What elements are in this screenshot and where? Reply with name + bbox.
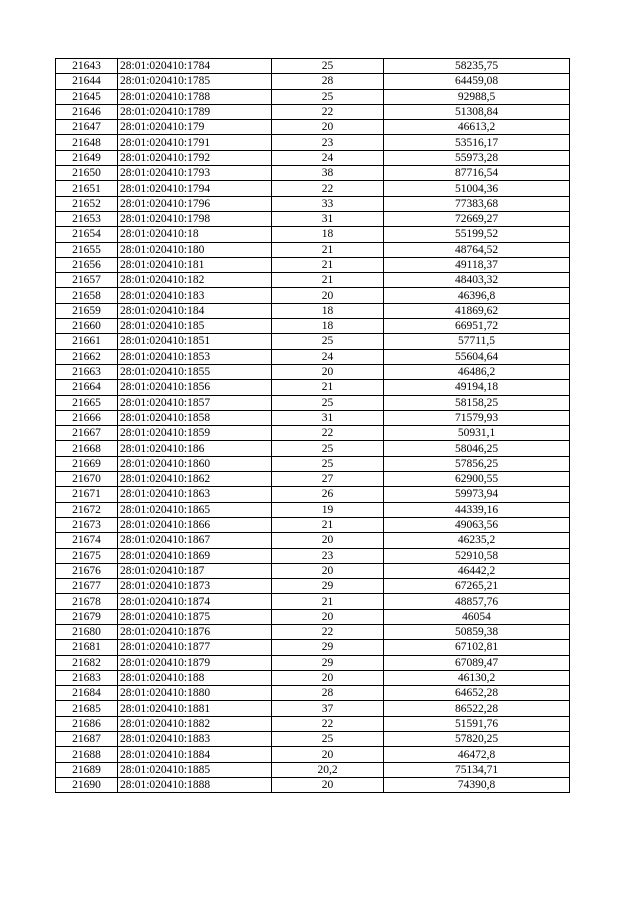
row-number-cell: 21679 [56, 609, 118, 624]
amount-cell: 49118,37 [384, 257, 570, 272]
row-number-cell: 21665 [56, 395, 118, 410]
table-row [56, 59, 570, 74]
row-number-cell: 21647 [56, 120, 118, 135]
table-row [56, 747, 570, 762]
value-cell: 38 [272, 166, 384, 181]
table-row [56, 150, 570, 165]
amount-cell: 67089,47 [384, 655, 570, 670]
value-cell: 22 [272, 716, 384, 731]
cadastral-number-cell: 28:01:020410:1885 [118, 762, 272, 777]
cadastral-number-cell: 28:01:020410:1857 [118, 395, 272, 410]
value-cell: 20 [272, 364, 384, 379]
table-row [56, 426, 570, 441]
value-cell: 20,2 [272, 762, 384, 777]
amount-cell: 49063,56 [384, 517, 570, 532]
row-number-cell: 21643 [56, 59, 118, 74]
table-row [56, 624, 570, 639]
cadastral-number-cell: 28:01:020410:1866 [118, 517, 272, 532]
amount-cell: 59973,94 [384, 487, 570, 502]
value-cell: 25 [272, 89, 384, 104]
table-row [56, 762, 570, 777]
row-number-cell: 21658 [56, 288, 118, 303]
cadastral-number-cell: 28:01:020410:1791 [118, 135, 272, 150]
amount-cell: 48857,76 [384, 594, 570, 609]
value-cell: 29 [272, 640, 384, 655]
cadastral-number-cell: 28:01:020410:1884 [118, 747, 272, 762]
row-number-cell: 21688 [56, 747, 118, 762]
row-number-cell: 21684 [56, 686, 118, 701]
cadastral-number-cell: 28:01:020410:1863 [118, 487, 272, 502]
row-number-cell: 21682 [56, 655, 118, 670]
table-row [56, 548, 570, 563]
cadastral-number-cell: 28:01:020410:1794 [118, 181, 272, 196]
row-number-cell: 21663 [56, 364, 118, 379]
amount-cell: 51308,84 [384, 104, 570, 119]
value-cell: 23 [272, 135, 384, 150]
cadastral-number-cell: 28:01:020410:1784 [118, 59, 272, 74]
value-cell: 25 [272, 732, 384, 747]
value-cell: 18 [272, 319, 384, 334]
amount-cell: 67102,81 [384, 640, 570, 655]
table-row [56, 364, 570, 379]
cadastral-number-cell: 28:01:020410:187 [118, 563, 272, 578]
cadastral-number-cell: 28:01:020410:1789 [118, 104, 272, 119]
cadastral-number-cell: 28:01:020410:1853 [118, 349, 272, 364]
amount-cell: 46472,8 [384, 747, 570, 762]
row-number-cell: 21673 [56, 517, 118, 532]
cadastral-number-cell: 28:01:020410:179 [118, 120, 272, 135]
table-row [56, 334, 570, 349]
amount-cell: 51004,36 [384, 181, 570, 196]
row-number-cell: 21655 [56, 242, 118, 257]
table-row [56, 120, 570, 135]
row-number-cell: 21680 [56, 624, 118, 639]
amount-cell: 74390,8 [384, 777, 570, 792]
cadastral-number-cell: 28:01:020410:1855 [118, 364, 272, 379]
amount-cell: 49194,18 [384, 380, 570, 395]
value-cell: 25 [272, 441, 384, 456]
row-number-cell: 21668 [56, 441, 118, 456]
cadastral-number-cell: 28:01:020410:1860 [118, 456, 272, 471]
row-number-cell: 21677 [56, 579, 118, 594]
cadastral-number-cell: 28:01:020410:18 [118, 227, 272, 242]
value-cell: 26 [272, 487, 384, 502]
amount-cell: 46613,2 [384, 120, 570, 135]
amount-cell: 46486,2 [384, 364, 570, 379]
cadastral-number-cell: 28:01:020410:1882 [118, 716, 272, 731]
amount-cell: 87716,54 [384, 166, 570, 181]
amount-cell: 52910,58 [384, 548, 570, 563]
amount-cell: 55199,52 [384, 227, 570, 242]
cadastral-number-cell: 28:01:020410:184 [118, 303, 272, 318]
amount-cell: 48403,32 [384, 273, 570, 288]
row-number-cell: 21651 [56, 181, 118, 196]
amount-cell: 58158,25 [384, 395, 570, 410]
row-number-cell: 21669 [56, 456, 118, 471]
table-row [56, 670, 570, 685]
cadastral-number-cell: 28:01:020410:182 [118, 273, 272, 288]
value-cell: 20 [272, 670, 384, 685]
cadastral-number-cell: 28:01:020410:1788 [118, 89, 272, 104]
table-row [56, 456, 570, 471]
value-cell: 27 [272, 472, 384, 487]
table-row [56, 777, 570, 792]
table-row [56, 487, 570, 502]
value-cell: 21 [272, 257, 384, 272]
table-row [56, 594, 570, 609]
row-number-cell: 21657 [56, 273, 118, 288]
table-row [56, 257, 570, 272]
amount-cell: 71579,93 [384, 410, 570, 425]
row-number-cell: 21661 [56, 334, 118, 349]
row-number-cell: 21667 [56, 426, 118, 441]
table-row [56, 74, 570, 89]
table-row [56, 609, 570, 624]
amount-cell: 67265,21 [384, 579, 570, 594]
row-number-cell: 21646 [56, 104, 118, 119]
table-row [56, 349, 570, 364]
cadastral-number-cell: 28:01:020410:1873 [118, 579, 272, 594]
value-cell: 31 [272, 211, 384, 226]
cadastral-number-cell: 28:01:020410:1880 [118, 686, 272, 701]
row-number-cell: 21678 [56, 594, 118, 609]
value-cell: 19 [272, 502, 384, 517]
amount-cell: 51591,76 [384, 716, 570, 731]
cadastral-number-cell: 28:01:020410:1881 [118, 701, 272, 716]
cadastral-number-cell: 28:01:020410:180 [118, 242, 272, 257]
value-cell: 21 [272, 242, 384, 257]
table-row [56, 104, 570, 119]
value-cell: 20 [272, 533, 384, 548]
cadastral-number-cell: 28:01:020410:1796 [118, 196, 272, 211]
table-row [56, 89, 570, 104]
row-number-cell: 21654 [56, 227, 118, 242]
value-cell: 22 [272, 181, 384, 196]
row-number-cell: 21685 [56, 701, 118, 716]
table-row [56, 640, 570, 655]
cadastral-number-cell: 28:01:020410:1851 [118, 334, 272, 349]
amount-cell: 46396,8 [384, 288, 570, 303]
row-number-cell: 21650 [56, 166, 118, 181]
amount-cell: 72669,27 [384, 211, 570, 226]
value-cell: 24 [272, 349, 384, 364]
value-cell: 20 [272, 563, 384, 578]
row-number-cell: 21672 [56, 502, 118, 517]
value-cell: 20 [272, 120, 384, 135]
row-number-cell: 21675 [56, 548, 118, 563]
amount-cell: 58235,75 [384, 59, 570, 74]
table-row [56, 517, 570, 532]
value-cell: 18 [272, 303, 384, 318]
value-cell: 28 [272, 74, 384, 89]
value-cell: 23 [272, 548, 384, 563]
amount-cell: 64652,28 [384, 686, 570, 701]
amount-cell: 57856,25 [384, 456, 570, 471]
cadastral-number-cell: 28:01:020410:183 [118, 288, 272, 303]
value-cell: 22 [272, 426, 384, 441]
cadastral-number-cell: 28:01:020410:181 [118, 257, 272, 272]
cadastral-number-cell: 28:01:020410:1858 [118, 410, 272, 425]
row-number-cell: 21690 [56, 777, 118, 792]
table-row [56, 441, 570, 456]
value-cell: 20 [272, 777, 384, 792]
cadastral-number-cell: 28:01:020410:1862 [118, 472, 272, 487]
value-cell: 22 [272, 624, 384, 639]
value-cell: 20 [272, 288, 384, 303]
amount-cell: 53516,17 [384, 135, 570, 150]
amount-cell: 62900,55 [384, 472, 570, 487]
row-number-cell: 21671 [56, 487, 118, 502]
cadastral-number-cell: 28:01:020410:186 [118, 441, 272, 456]
amount-cell: 50859,38 [384, 624, 570, 639]
cadastral-number-cell: 28:01:020410:1876 [118, 624, 272, 639]
cadastral-number-cell: 28:01:020410:1785 [118, 74, 272, 89]
row-number-cell: 21683 [56, 670, 118, 685]
table-row [56, 655, 570, 670]
table-row [56, 319, 570, 334]
table-row [56, 181, 570, 196]
table-row [56, 380, 570, 395]
cadastral-number-cell: 28:01:020410:1875 [118, 609, 272, 624]
cadastral-number-cell: 28:01:020410:1856 [118, 380, 272, 395]
cadastral-number-cell: 28:01:020410:1793 [118, 166, 272, 181]
amount-cell: 57711,5 [384, 334, 570, 349]
row-number-cell: 21648 [56, 135, 118, 150]
amount-cell: 86522,28 [384, 701, 570, 716]
cadastral-number-cell: 28:01:020410:185 [118, 319, 272, 334]
value-cell: 25 [272, 334, 384, 349]
cadastral-table [55, 58, 570, 793]
table-row [56, 472, 570, 487]
amount-cell: 48764,52 [384, 242, 570, 257]
row-number-cell: 21644 [56, 74, 118, 89]
row-number-cell: 21681 [56, 640, 118, 655]
row-number-cell: 21662 [56, 349, 118, 364]
amount-cell: 57820,25 [384, 732, 570, 747]
table-row [56, 686, 570, 701]
row-number-cell: 21656 [56, 257, 118, 272]
row-number-cell: 21687 [56, 732, 118, 747]
table-row [56, 563, 570, 578]
cadastral-number-cell: 28:01:020410:1792 [118, 150, 272, 165]
table-row [56, 303, 570, 318]
table-row [56, 716, 570, 731]
row-number-cell: 21686 [56, 716, 118, 731]
value-cell: 29 [272, 655, 384, 670]
value-cell: 25 [272, 456, 384, 471]
cadastral-table-body [56, 59, 570, 793]
value-cell: 28 [272, 686, 384, 701]
table-row [56, 502, 570, 517]
row-number-cell: 21670 [56, 472, 118, 487]
value-cell: 24 [272, 150, 384, 165]
cadastral-number-cell: 28:01:020410:1877 [118, 640, 272, 655]
cadastral-number-cell: 28:01:020410:1874 [118, 594, 272, 609]
row-number-cell: 21660 [56, 319, 118, 334]
row-number-cell: 21664 [56, 380, 118, 395]
cadastral-number-cell: 28:01:020410:1869 [118, 548, 272, 563]
amount-cell: 75134,71 [384, 762, 570, 777]
amount-cell: 66951,72 [384, 319, 570, 334]
amount-cell: 50931,1 [384, 426, 570, 441]
cadastral-number-cell: 28:01:020410:1865 [118, 502, 272, 517]
row-number-cell: 21659 [56, 303, 118, 318]
row-number-cell: 21652 [56, 196, 118, 211]
amount-cell: 46235,2 [384, 533, 570, 548]
value-cell: 21 [272, 273, 384, 288]
cadastral-number-cell: 28:01:020410:188 [118, 670, 272, 685]
value-cell: 25 [272, 59, 384, 74]
row-number-cell: 21666 [56, 410, 118, 425]
amount-cell: 58046,25 [384, 441, 570, 456]
table-row [56, 227, 570, 242]
cadastral-number-cell: 28:01:020410:1879 [118, 655, 272, 670]
table-row [56, 410, 570, 425]
amount-cell: 64459,08 [384, 74, 570, 89]
amount-cell: 46130,2 [384, 670, 570, 685]
table-row [56, 166, 570, 181]
table-row [56, 288, 570, 303]
amount-cell: 41869,62 [384, 303, 570, 318]
amount-cell: 77383,68 [384, 196, 570, 211]
row-number-cell: 21676 [56, 563, 118, 578]
value-cell: 20 [272, 609, 384, 624]
amount-cell: 55604,64 [384, 349, 570, 364]
value-cell: 29 [272, 579, 384, 594]
table-row [56, 533, 570, 548]
table-row [56, 135, 570, 150]
row-number-cell: 21653 [56, 211, 118, 226]
table-row [56, 273, 570, 288]
value-cell: 33 [272, 196, 384, 211]
cadastral-number-cell: 28:01:020410:1798 [118, 211, 272, 226]
value-cell: 22 [272, 104, 384, 119]
cadastral-number-cell: 28:01:020410:1859 [118, 426, 272, 441]
row-number-cell: 21674 [56, 533, 118, 548]
value-cell: 37 [272, 701, 384, 716]
table-row [56, 579, 570, 594]
amount-cell: 46442,2 [384, 563, 570, 578]
table-row [56, 395, 570, 410]
value-cell: 18 [272, 227, 384, 242]
table-row [56, 701, 570, 716]
table-row [56, 242, 570, 257]
row-number-cell: 21649 [56, 150, 118, 165]
value-cell: 20 [272, 747, 384, 762]
table-row [56, 211, 570, 226]
value-cell: 21 [272, 380, 384, 395]
value-cell: 31 [272, 410, 384, 425]
value-cell: 21 [272, 594, 384, 609]
cadastral-number-cell: 28:01:020410:1883 [118, 732, 272, 747]
table-row [56, 196, 570, 211]
amount-cell: 44339,16 [384, 502, 570, 517]
value-cell: 21 [272, 517, 384, 532]
row-number-cell: 21645 [56, 89, 118, 104]
row-number-cell: 21689 [56, 762, 118, 777]
amount-cell: 46054 [384, 609, 570, 624]
cadastral-number-cell: 28:01:020410:1867 [118, 533, 272, 548]
amount-cell: 92988,5 [384, 89, 570, 104]
table-row [56, 732, 570, 747]
cadastral-number-cell: 28:01:020410:1888 [118, 777, 272, 792]
value-cell: 25 [272, 395, 384, 410]
amount-cell: 55973,28 [384, 150, 570, 165]
